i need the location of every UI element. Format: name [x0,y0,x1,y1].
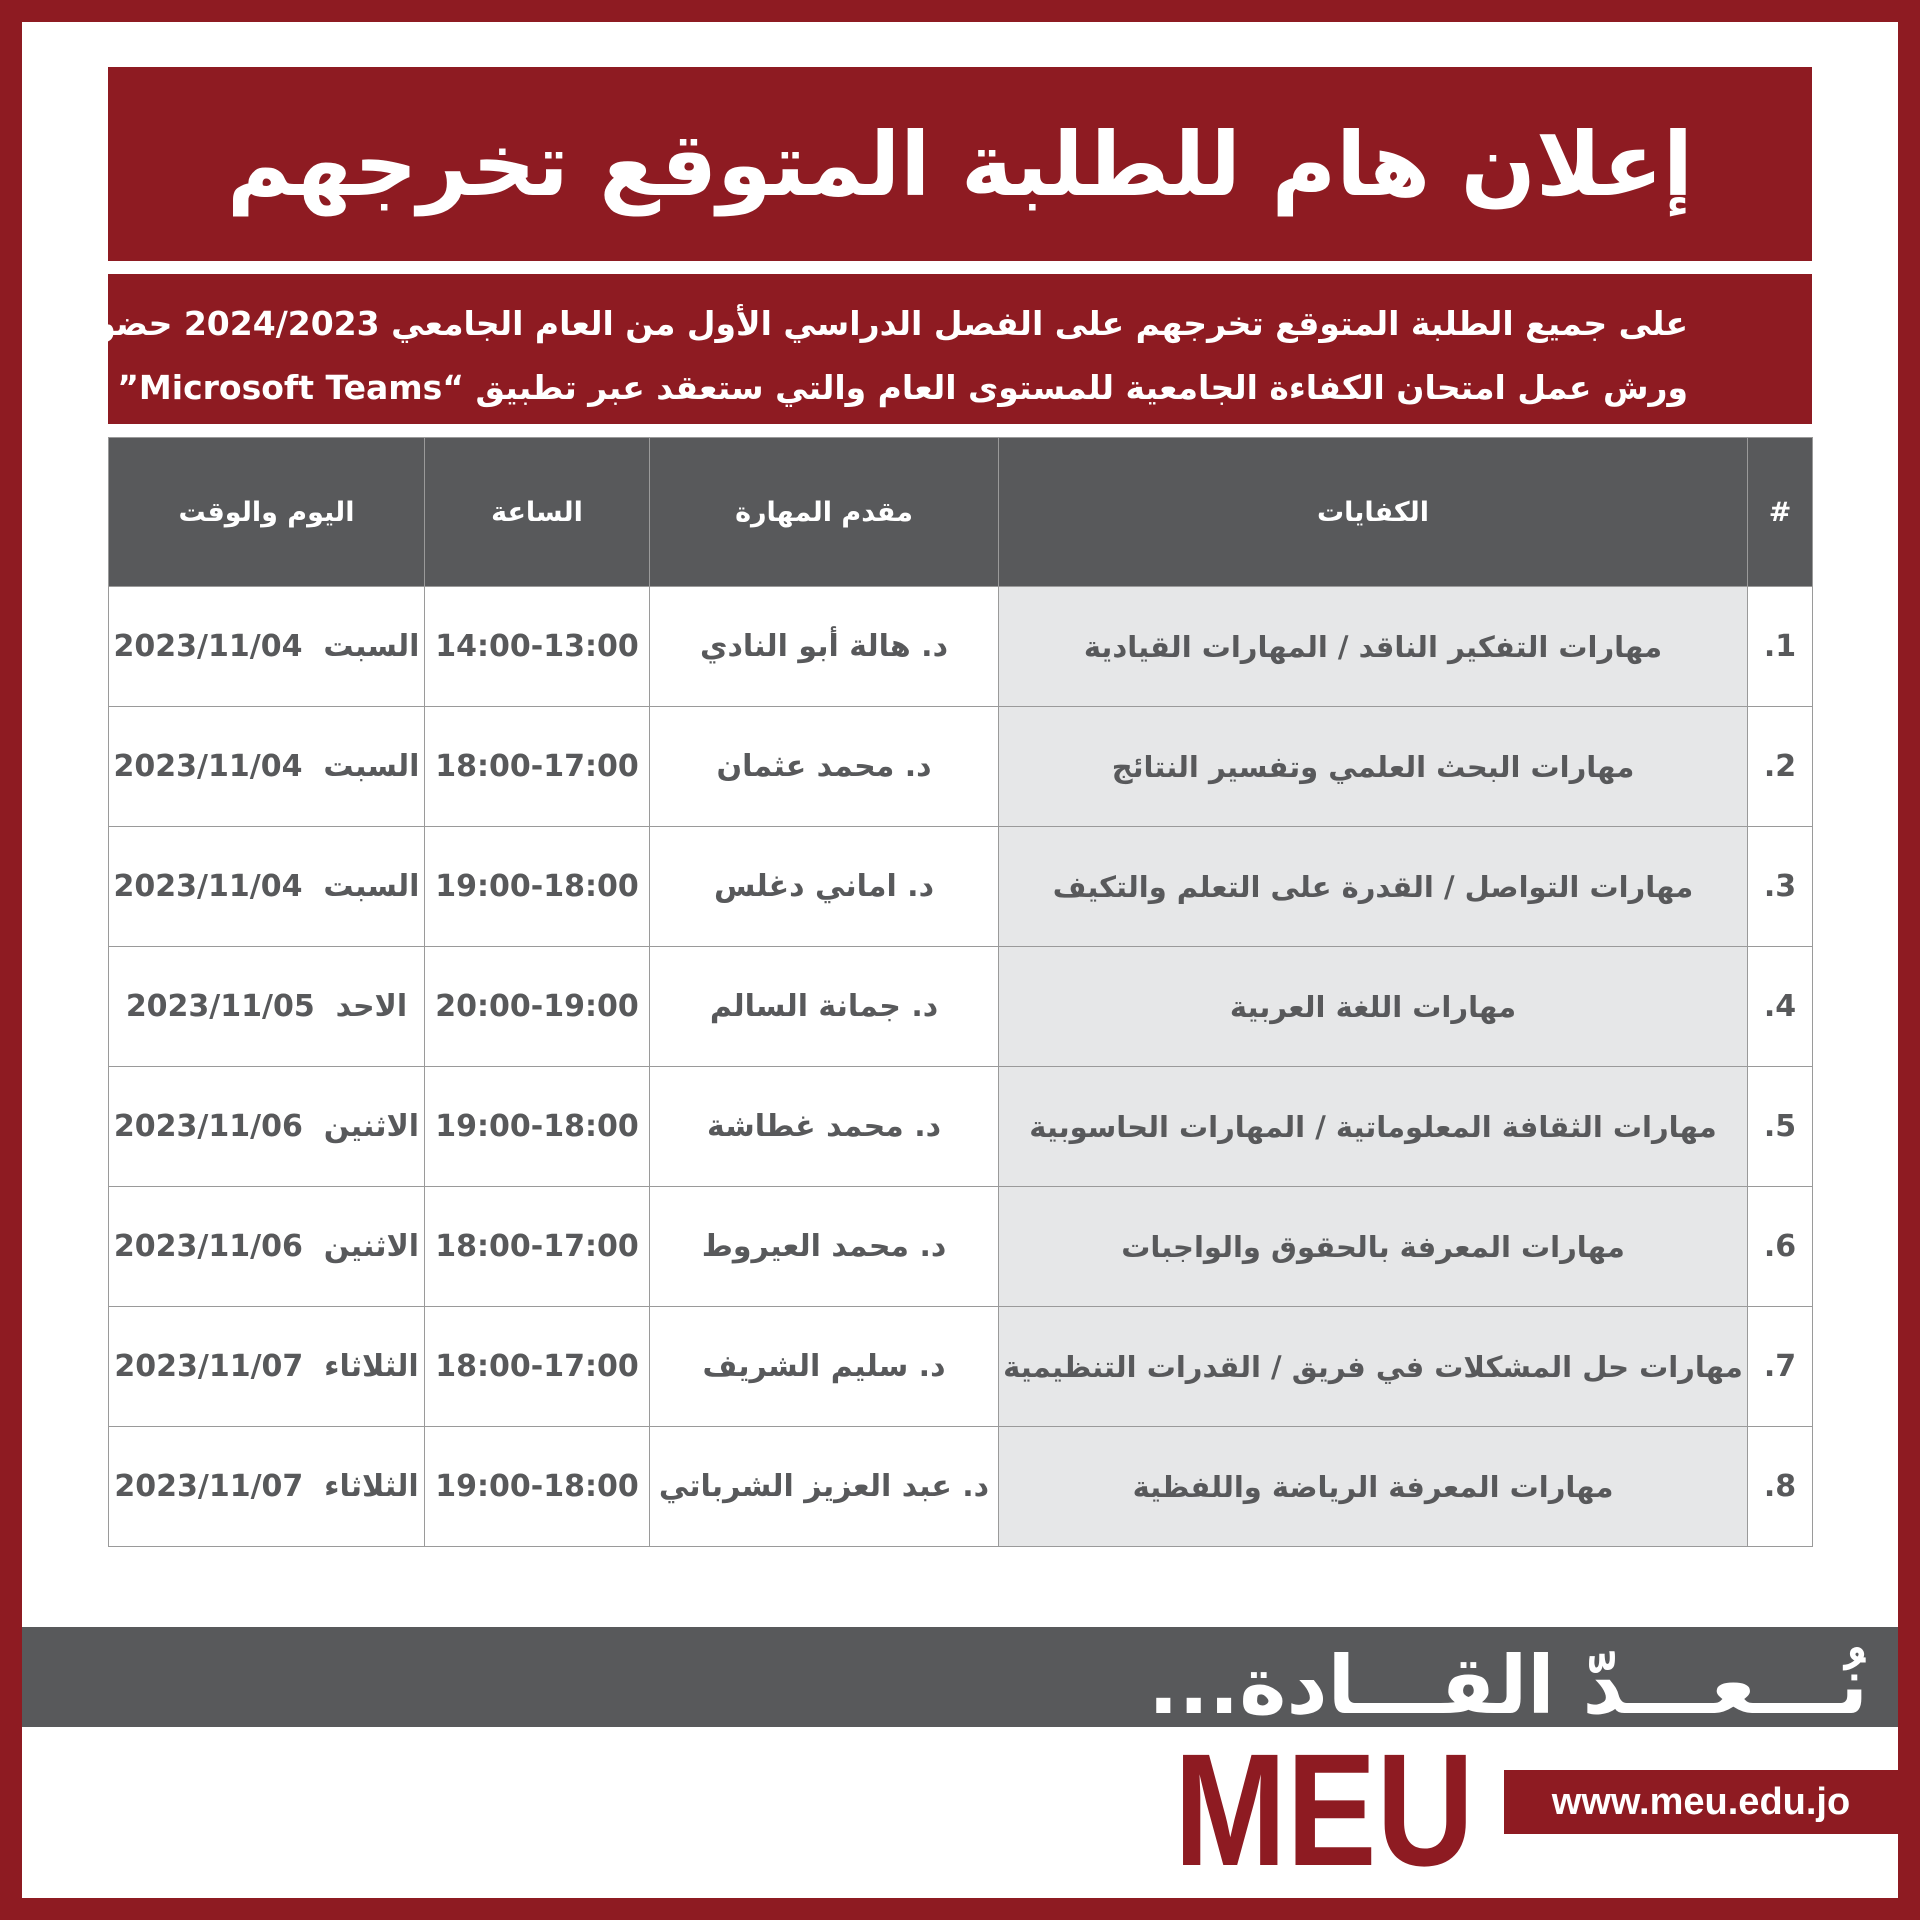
cell-date: 2023/11/05 [125,989,315,1024]
cell-time: 18:00-17:00 [425,1187,650,1307]
table-header-row [109,438,1813,587]
cell-day-date [109,587,425,707]
cell-date: 2023/11/06 [113,1229,303,1264]
cell-num: 3. [1748,827,1813,947]
cell-presenter: د. عبد العزيز الشرباتي [650,1427,999,1547]
cell-day-date [109,707,425,827]
cell-day: الاحد [335,989,408,1024]
cell-num: 7. [1748,1307,1813,1427]
table-row [109,1067,1813,1187]
slogan: نُـــعـــدّ القـــادة... [1148,1639,1868,1732]
cell-time: 20:00-19:00 [425,947,650,1067]
cell-date: 2023/11/04 [113,749,303,784]
cell-day: الثلاثاء [324,1349,419,1384]
header-time: الساعة [425,438,650,587]
cell-presenter: د. محمد العيروط [650,1187,999,1307]
cell-time: 19:00-18:00 [425,827,650,947]
cell-num: 1. [1748,587,1813,707]
cell-num: 5. [1748,1067,1813,1187]
header-presenter: مقدم المهارة [650,438,999,587]
cell-time: 14:00-13:00 [425,587,650,707]
cell-time: 19:00-18:00 [425,1067,650,1187]
cell-competency: مهارات المعرفة بالحقوق والواجبات [999,1187,1748,1307]
table-row [109,707,1813,827]
cell-date: 2023/11/06 [113,1109,303,1144]
intro-banner [76,274,1812,424]
table-row [109,1187,1813,1307]
table-row [109,587,1813,707]
cell-time: 18:00-17:00 [425,707,650,827]
cell-day-date [109,1187,425,1307]
meu-logo [1170,1720,1480,1899]
cell-day: السبت [323,749,420,784]
cell-date: 2023/11/07 [114,1469,304,1504]
cell-day-date [109,1427,425,1547]
header-datetime: اليوم والوقت [109,438,425,587]
cell-time: 18:00-17:00 [425,1307,650,1427]
cell-competency: مهارات التواصل / القدرة على التعلم والتكيف [999,827,1748,947]
cell-day: الاثنين [323,1229,420,1264]
cell-date: 2023/11/04 [113,869,303,904]
cell-num: 2. [1748,707,1813,827]
cell-day: الثلاثاء [324,1469,419,1504]
table-row [109,947,1813,1067]
cell-num: 6. [1748,1187,1813,1307]
intro-line-1: على جميع الطلبة المتوقع تخرجهم على الفصل الدراسي الأول من العام الجامعي 2024/2023 حضور [76,304,1688,343]
website-url-box [1504,1770,1898,1834]
intro-line-2: ورش عمل امتحان الكفاءة الجامعية للمستوى العام والتي ستعقد عبر تطبيق “Microsoft Teams” [117,368,1688,407]
cell-day-date [109,1307,425,1427]
cell-day-date [109,827,425,947]
cell-day: السبت [323,629,420,664]
cell-presenter: د. هالة أبو النادي [650,587,999,707]
cell-num: 4. [1748,947,1813,1067]
cell-competency: مهارات التفكير الناقد / المهارات القيادية [999,587,1748,707]
cell-competency: مهارات الثقافة المعلوماتية / المهارات الحاسوبية [999,1067,1748,1187]
cell-presenter: د. جمانة السالم [650,947,999,1067]
website-url: www.meu.edu.jo [1551,1780,1851,1823]
table-row [109,1427,1813,1547]
cell-presenter: د. سليم الشريف [650,1307,999,1427]
cell-competency: مهارات اللغة العربية [999,947,1748,1067]
cell-time: 19:00-18:00 [425,1427,650,1547]
cell-presenter: د. محمد غطاشة [650,1067,999,1187]
cell-competency: مهارات المعرفة الرياضة واللفظية [999,1427,1748,1547]
header-competency: الكفايات [999,438,1748,587]
table-row [109,827,1813,947]
header-num: # [1748,438,1813,587]
cell-competency: مهارات حل المشكلات في فريق / القدرات التنظيمية [999,1307,1748,1427]
announcement-title: إعلان هام للطلبة المتوقع تخرجهم [227,112,1693,216]
cell-competency: مهارات البحث العلمي وتفسير النتائج [999,707,1748,827]
cell-day-date [109,947,425,1067]
cell-day: الاثنين [323,1109,420,1144]
cell-presenter: د. اماني دغلس [650,827,999,947]
workshop-schedule-table [108,437,1813,1547]
meu-logo-text: MEU [1174,1720,1474,1899]
cell-day: السبت [323,869,420,904]
cell-date: 2023/11/07 [114,1349,304,1384]
announcement-title-banner [108,67,1812,261]
cell-presenter: د. محمد عثمان [650,707,999,827]
cell-day-date [109,1067,425,1187]
table-row [109,1307,1813,1427]
cell-date: 2023/11/04 [113,629,303,664]
cell-num: 8. [1748,1427,1813,1547]
